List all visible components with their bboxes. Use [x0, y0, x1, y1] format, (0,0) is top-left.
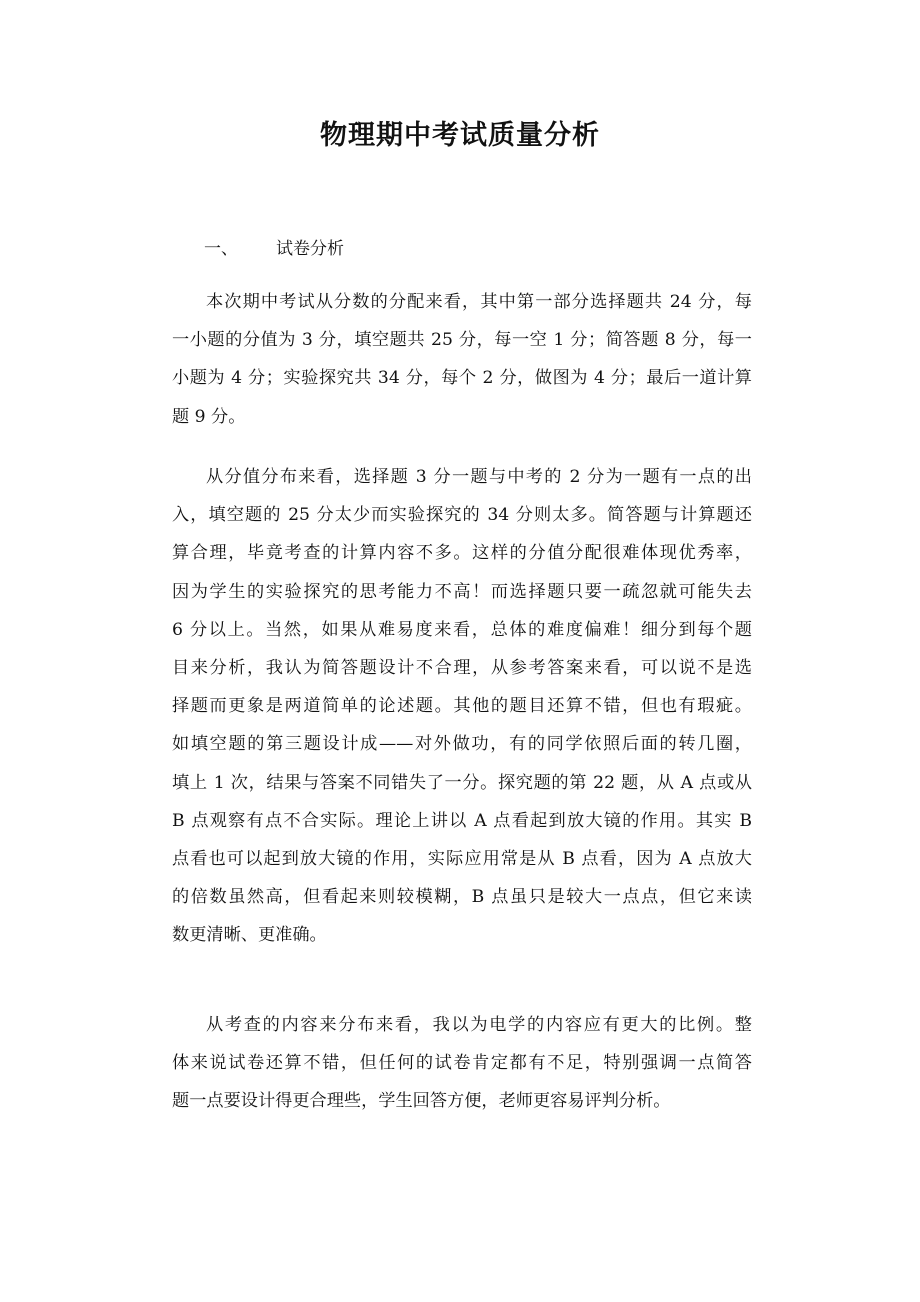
paragraph-1	[172, 283, 752, 436]
section-number: 一、	[204, 239, 238, 259]
paragraph-line: 题一点要设计得更合理些，学生回答方便，老师更容易评判分析。	[172, 1091, 671, 1112]
paragraph-line: 本次期中考试从分数的分配来看，其中第一部分选择题共 24 分，每	[206, 292, 752, 312]
paragraph-line: 6 分以上。当然，如果从难易度来看，总体的难度偏难！细分到每个题	[172, 619, 752, 640]
paragraph-3	[172, 1006, 752, 1121]
paragraph-2	[172, 458, 752, 955]
document-title: 物理期中考试质量分析	[320, 120, 600, 151]
paragraph-line: 因为学生的实验探究的思考能力不高！而选择题只要一疏忽就可能失去	[172, 581, 752, 602]
section-title: 试卷分析	[276, 239, 344, 259]
paragraph-line: 从考查的内容来分布来看，我以为电学的内容应有更大的比例。整	[206, 1015, 752, 1035]
paragraph-line: 小题为 4 分；实验探究共 34 分，每个 2 分，做图为 4 分；最后一道计算	[172, 368, 752, 389]
paragraph-line: 的倍数虽然高，但看起来则较模糊，B 点虽只是较大一点点，但它来读	[172, 887, 752, 908]
paragraph-line: 如填空题的第三题设计成——对外做功，有的同学依照后面的转几圈，	[172, 734, 752, 755]
paragraph-line: 数更清晰、更准确。	[172, 925, 327, 946]
paragraph-line: 一小题的分值为 3 分，填空题共 25 分，每一空 1 分；简答题 8 分，每一	[172, 330, 752, 351]
paragraph-line: B 点观察有点不合实际。理论上讲以 A 点看起到放大镜的作用。其实 B	[172, 810, 752, 831]
paragraph-line: 择题而更象是两道简单的论述题。其他的题目还算不错，但也有瑕疵。	[172, 696, 752, 717]
paragraph-line: 题 9 分。	[172, 406, 246, 427]
paragraph-line: 目来分析，我认为简答题设计不合理，从参考答案来看，可以说不是选	[172, 658, 752, 679]
paragraph-line: 算合理，毕竟考查的计算内容不多。这样的分值分配很难体现优秀率，	[172, 543, 752, 564]
paragraph-line: 从分值分布来看，选择题 3 分一题与中考的 2 分为一题有一点的出	[206, 467, 752, 487]
paragraph-line: 入，填空题的 25 分太少而实验探究的 34 分则太多。简答题与计算题还	[172, 505, 752, 526]
section-heading	[204, 236, 344, 262]
paragraph-line: 体来说试卷还算不错，但任何的试卷肯定都有不足，特别强调一点简答	[172, 1053, 752, 1074]
paragraph-line: 点看也可以起到放大镜的作用，实际应用常是从 B 点看，因为 A 点放大	[172, 849, 752, 870]
paragraph-line: 填上 1 次，结果与答案不同错失了一分。探究题的第 22 题，从 A 点或从	[172, 772, 752, 793]
